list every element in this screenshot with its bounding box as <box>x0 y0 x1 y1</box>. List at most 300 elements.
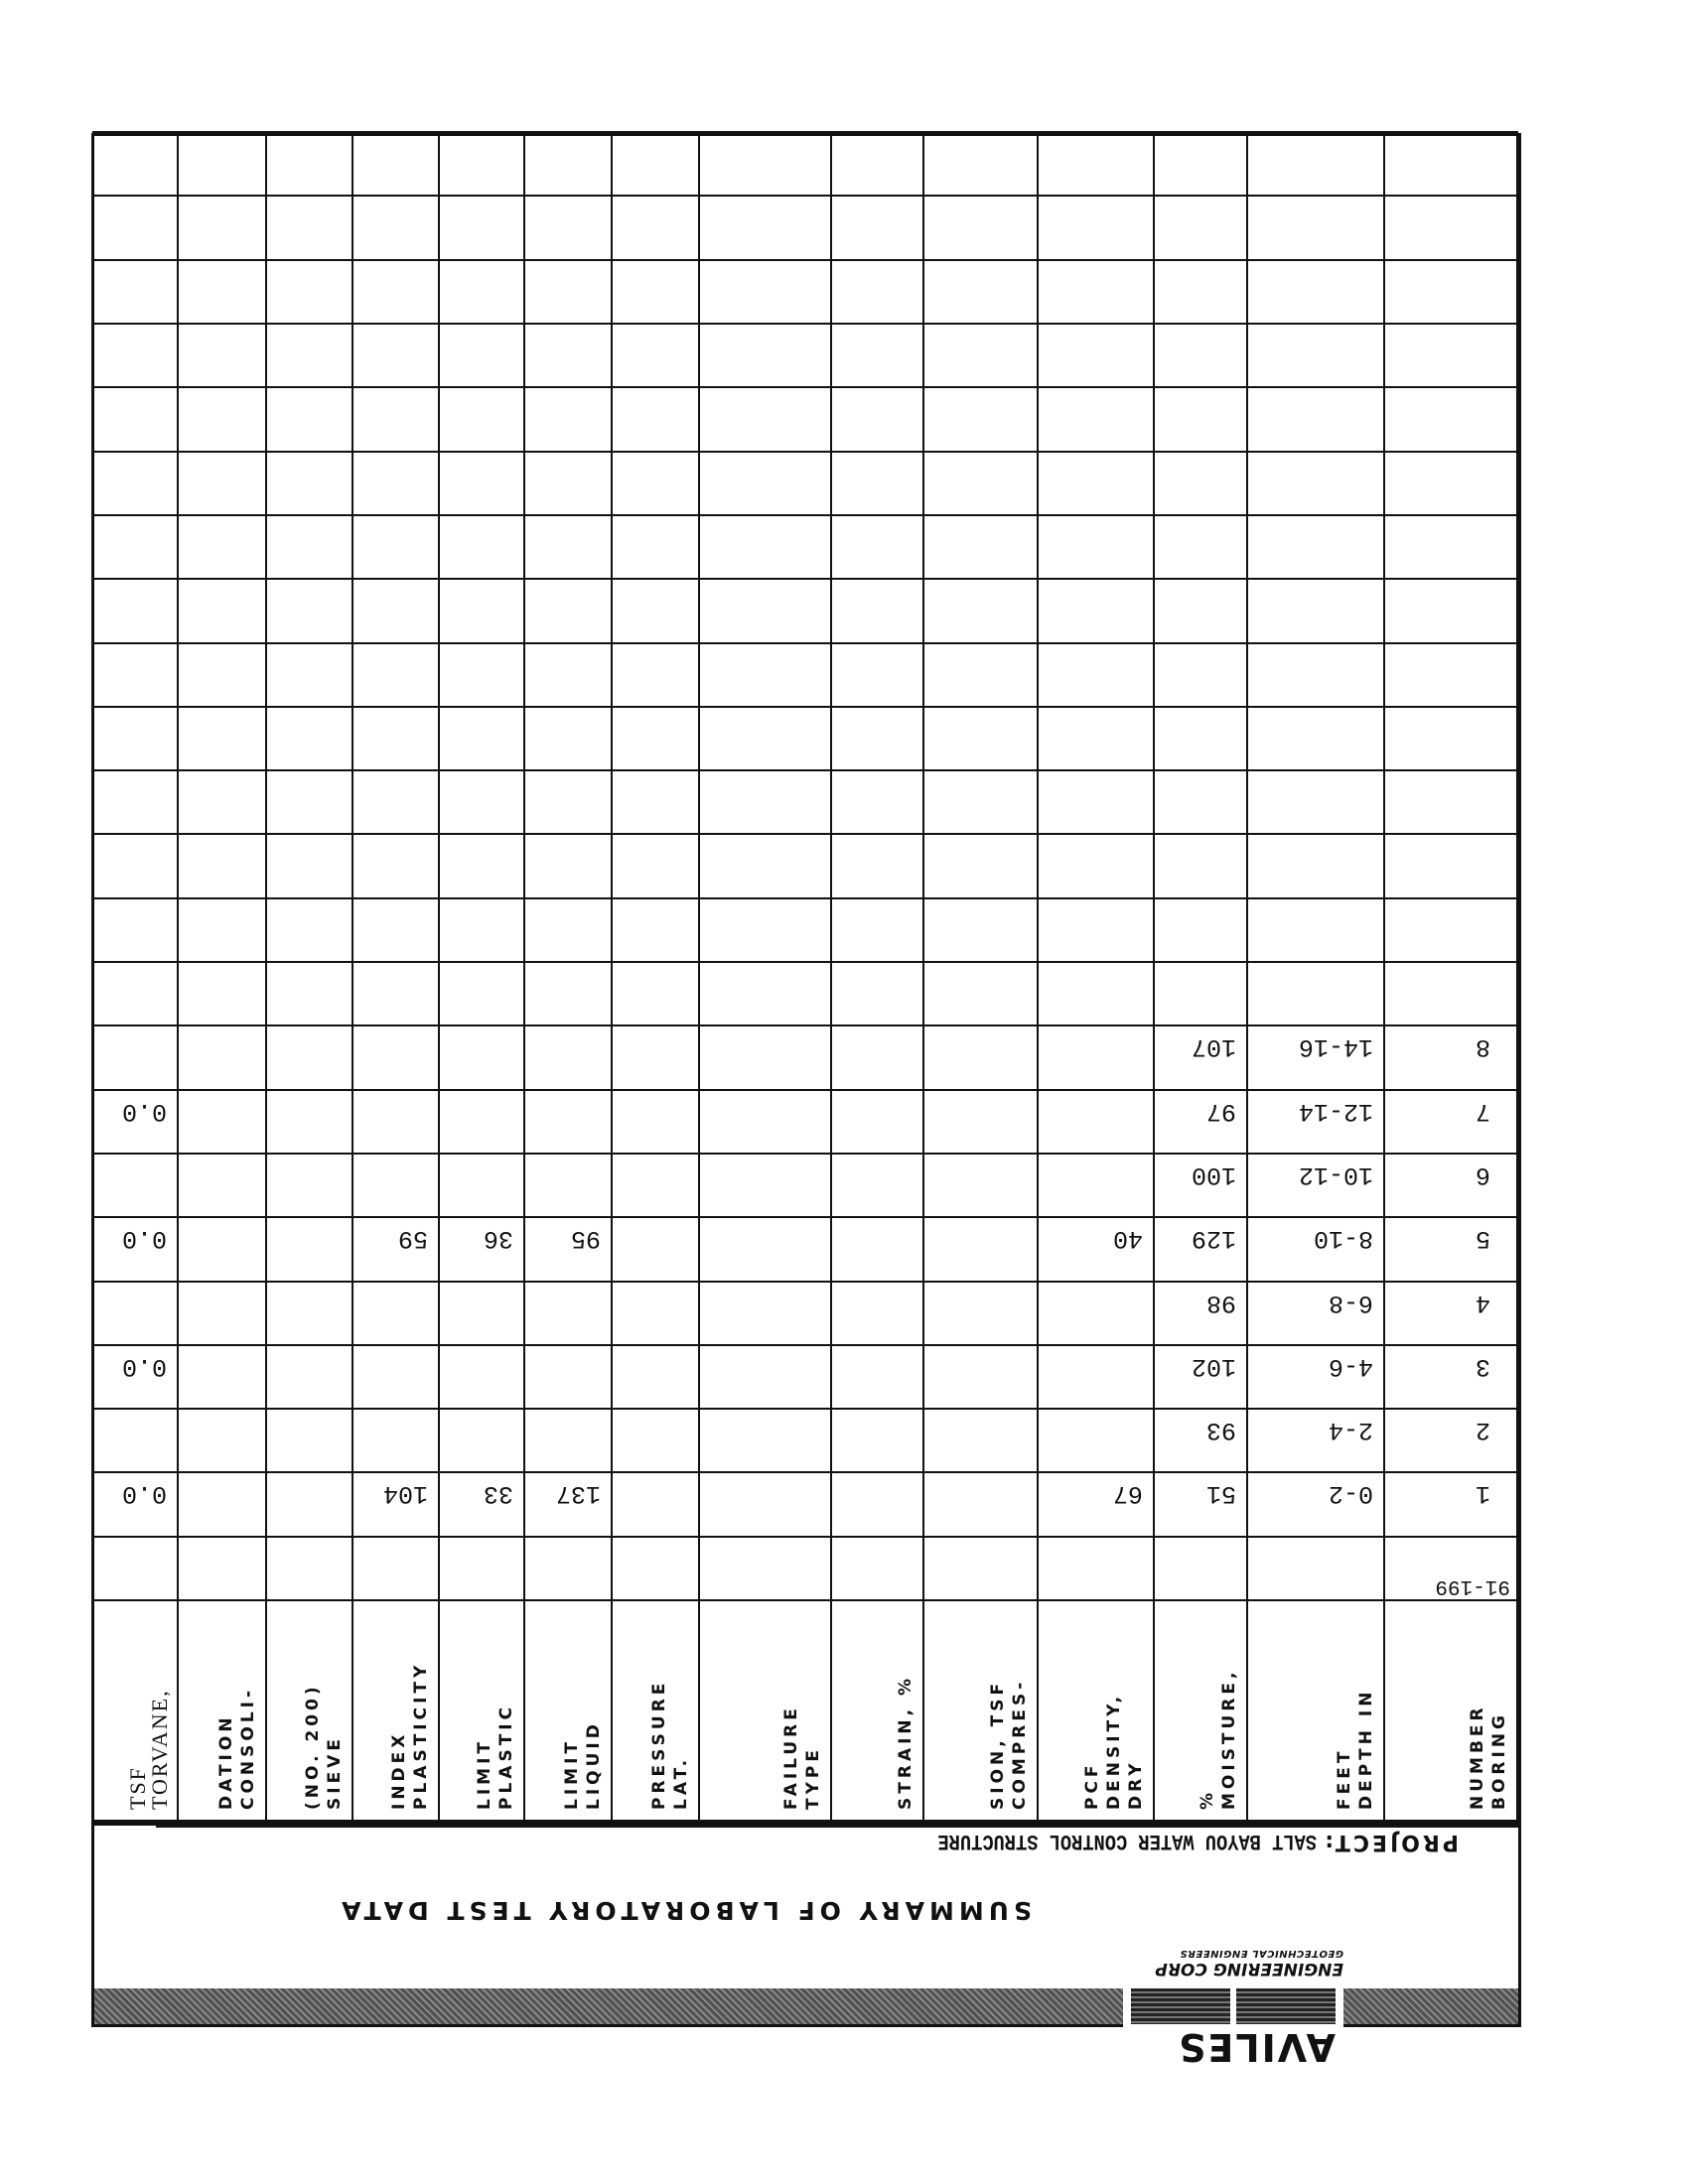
column-header <box>93 1600 178 1821</box>
table-cell <box>352 452 439 515</box>
column-header <box>831 1600 923 1821</box>
table-cell <box>1247 898 1384 962</box>
column-header-label: DRY DENSITY, PCF <box>1082 1692 1146 1810</box>
table-cell: 4-6 <box>1247 1345 1384 1409</box>
table-cell <box>1154 324 1247 387</box>
table-cell <box>352 1345 439 1409</box>
table-cell <box>178 1090 266 1154</box>
table-cell <box>352 196 439 259</box>
table-cell <box>612 1537 699 1600</box>
table-cell <box>93 1154 178 1217</box>
table-cell <box>699 1154 831 1217</box>
table-cell <box>524 1537 612 1600</box>
table-cell <box>1038 579 1154 642</box>
column-header <box>439 1600 524 1821</box>
table-cell <box>923 196 1038 259</box>
table-cell <box>831 1537 923 1600</box>
table-cell <box>178 898 266 962</box>
table-cell <box>524 452 612 515</box>
table-cell <box>1154 643 1247 707</box>
table-cell <box>1384 643 1517 707</box>
table-cell <box>439 387 524 451</box>
table-cell <box>524 324 612 387</box>
table-cell <box>266 1090 352 1154</box>
empty-row <box>93 962 1517 1025</box>
table-cell <box>266 962 352 1025</box>
table-cell <box>352 707 439 770</box>
table-cell <box>1038 834 1154 897</box>
table-cell <box>266 1025 352 1089</box>
empty-row <box>93 452 1517 515</box>
table-cell <box>1154 707 1247 770</box>
table-cell <box>1247 579 1384 642</box>
table-cell <box>923 643 1038 707</box>
table-cell <box>1247 452 1384 515</box>
table-cell <box>1038 1090 1154 1154</box>
table-cell <box>524 770 612 834</box>
table-cell <box>178 387 266 451</box>
table-cell <box>178 1282 266 1345</box>
project-name: SALT BAYOU WATER CONTROL STRUCTURE <box>937 1829 1317 1853</box>
table-cell <box>524 515 612 579</box>
table-cell <box>612 1090 699 1154</box>
table-cell <box>178 834 266 897</box>
column-header <box>1247 1600 1384 1821</box>
table-cell <box>352 643 439 707</box>
table-cell <box>1247 515 1384 579</box>
table-cell <box>699 387 831 451</box>
table-cell <box>439 898 524 962</box>
table-cell <box>93 515 178 579</box>
table-cell <box>524 643 612 707</box>
table-cell <box>439 1537 524 1600</box>
table-cell <box>352 324 439 387</box>
table-cell <box>93 260 178 324</box>
table-cell <box>352 834 439 897</box>
table-cell <box>612 770 699 834</box>
table-cell <box>699 196 831 259</box>
empty-row <box>93 196 1517 259</box>
table-cell <box>612 898 699 962</box>
table-cell <box>266 707 352 770</box>
empty-row <box>93 707 1517 770</box>
table-cell <box>524 196 612 259</box>
table-cell <box>178 707 266 770</box>
table-cell <box>612 1345 699 1409</box>
table-cell <box>1038 132 1154 196</box>
table-cell <box>923 1472 1038 1536</box>
table-cell <box>352 1282 439 1345</box>
table-cell <box>266 1409 352 1472</box>
table-cell <box>93 452 178 515</box>
table-cell <box>831 962 923 1025</box>
column-header <box>612 1600 699 1821</box>
table-cell: 8-10 <box>1247 1217 1384 1281</box>
table-cell <box>699 452 831 515</box>
table-cell <box>831 1282 923 1345</box>
table-cell <box>831 452 923 515</box>
table-cell <box>923 770 1038 834</box>
table-cell <box>1038 387 1154 451</box>
table-cell <box>352 1090 439 1154</box>
table-cell <box>1384 707 1517 770</box>
empty-row <box>93 770 1517 834</box>
table-row <box>93 1409 1517 1472</box>
table-cell <box>1247 770 1384 834</box>
table-cell: 3 <box>1384 1345 1517 1409</box>
table-cell <box>699 1090 831 1154</box>
table-cell <box>178 1472 266 1536</box>
table-cell <box>439 643 524 707</box>
table-cell <box>93 324 178 387</box>
table-cell <box>524 1154 612 1217</box>
column-header-label: LIQUID LIMIT <box>562 1720 604 1810</box>
table-cell <box>923 1025 1038 1089</box>
table-cell <box>1038 962 1154 1025</box>
column-header-label: LAT. PRESSURE <box>649 1679 691 1810</box>
table-cell <box>524 707 612 770</box>
table-cell <box>699 1282 831 1345</box>
column-header-label: STRAIN, % <box>896 1674 916 1810</box>
table-cell: 1 <box>1384 1472 1517 1536</box>
table-cell <box>699 324 831 387</box>
table-row <box>93 1282 1517 1345</box>
column-header-label: TYPE FAILURE <box>781 1705 823 1810</box>
table-cell <box>1038 1409 1154 1472</box>
table-cell <box>93 1025 178 1089</box>
column-header <box>524 1600 612 1821</box>
table-cell <box>1247 643 1384 707</box>
table-cell <box>1384 387 1517 451</box>
table-cell <box>93 1282 178 1345</box>
table-cell <box>1247 1537 1384 1600</box>
table-cell <box>439 132 524 196</box>
table-cell <box>831 1472 923 1536</box>
divider <box>94 1822 1518 1826</box>
table-cell <box>1384 770 1517 834</box>
table-cell <box>923 1217 1038 1281</box>
table-cell <box>1384 898 1517 962</box>
table-cell <box>439 579 524 642</box>
table-cell <box>1038 1537 1154 1600</box>
table-cell: 4 <box>1384 1282 1517 1345</box>
table-cell <box>1038 898 1154 962</box>
table-cell: 12-14 <box>1247 1090 1384 1154</box>
table-cell <box>612 643 699 707</box>
table-cell <box>831 1154 923 1217</box>
table-cell <box>612 196 699 259</box>
column-header <box>1384 1600 1517 1821</box>
table-cell <box>524 1282 612 1345</box>
table-cell <box>612 962 699 1025</box>
column-header-label: CONSOLI- DATION <box>216 1686 258 1810</box>
table-cell <box>439 834 524 897</box>
table-cell <box>266 1345 352 1409</box>
table-cell: 51 <box>1154 1472 1247 1536</box>
table-cell <box>524 260 612 324</box>
project-line <box>871 1829 1459 1855</box>
table-cell <box>524 387 612 451</box>
table-cell <box>266 515 352 579</box>
logo-tagline: GEOTECHNICAL ENGINEERS <box>1180 1948 1343 1959</box>
table-cell <box>439 196 524 259</box>
table-cell <box>923 898 1038 962</box>
table-cell <box>178 962 266 1025</box>
table-cell <box>266 1537 352 1600</box>
table-cell <box>178 324 266 387</box>
table-cell <box>612 260 699 324</box>
table-cell <box>266 770 352 834</box>
table-cell <box>1247 834 1384 897</box>
table-cell: 0.0 <box>93 1472 178 1536</box>
table-cell <box>352 260 439 324</box>
table-cell <box>352 962 439 1025</box>
table-cell <box>612 1025 699 1089</box>
table-cell <box>266 643 352 707</box>
table-cell <box>352 515 439 579</box>
table-cell <box>699 1472 831 1536</box>
table-cell <box>699 707 831 770</box>
empty-row <box>93 898 1517 962</box>
table-cell <box>439 1282 524 1345</box>
table-cell <box>1384 452 1517 515</box>
table-cell <box>1384 324 1517 387</box>
table-cell: 0.0 <box>93 1217 178 1281</box>
empty-row <box>93 260 1517 324</box>
table-cell <box>1038 1282 1154 1345</box>
column-header <box>352 1600 439 1821</box>
table-cell <box>923 579 1038 642</box>
table-cell <box>831 260 923 324</box>
table-cell <box>923 834 1038 897</box>
table-cell <box>524 962 612 1025</box>
table-cell <box>1247 962 1384 1025</box>
table-cell: 5 <box>1384 1217 1517 1281</box>
table-cell <box>831 1345 923 1409</box>
table-cell <box>612 515 699 579</box>
table-cell <box>612 1472 699 1536</box>
table-cell <box>612 834 699 897</box>
table-cell <box>699 898 831 962</box>
logo-emblem-icon <box>1131 1988 1336 2024</box>
table-cell <box>1154 579 1247 642</box>
table-cell <box>439 770 524 834</box>
table-cell <box>93 132 178 196</box>
table-cell <box>524 834 612 897</box>
table-cell <box>1154 834 1247 897</box>
table-cell <box>831 643 923 707</box>
table-row <box>93 1537 1517 1600</box>
table-cell <box>93 196 178 259</box>
table-cell <box>923 1154 1038 1217</box>
project-underline <box>156 1826 1518 1828</box>
table-cell <box>923 1537 1038 1600</box>
table-cell <box>352 1025 439 1089</box>
table-cell <box>1247 324 1384 387</box>
table-cell <box>266 1154 352 1217</box>
table-cell <box>93 387 178 451</box>
table-cell <box>524 1090 612 1154</box>
column-header <box>266 1600 352 1821</box>
table-cell: 14-16 <box>1247 1025 1384 1089</box>
table-cell <box>178 196 266 259</box>
table-cell <box>1154 515 1247 579</box>
table-cell <box>699 770 831 834</box>
table-cell <box>1154 132 1247 196</box>
table-cell: 6 <box>1384 1154 1517 1217</box>
table-cell <box>1384 260 1517 324</box>
table-cell <box>352 1154 439 1217</box>
column-header-label: COMPRES- SION, TSF <box>988 1678 1030 1810</box>
logo-company-name: ENGINEERING CORP <box>1155 1959 1343 1979</box>
table-cell <box>178 1154 266 1217</box>
table-cell <box>524 1409 612 1472</box>
table-cell <box>699 132 831 196</box>
table-row <box>93 1472 1517 1536</box>
table-cell <box>352 770 439 834</box>
table-cell <box>831 579 923 642</box>
table-cell <box>1038 1154 1154 1217</box>
header-row <box>93 1600 1517 1821</box>
table-cell <box>266 387 352 451</box>
table-row <box>93 1090 1517 1154</box>
document-title: SUMMARY OF LABORATORY TEST DATA <box>337 1896 1032 1925</box>
table-cell <box>178 1409 266 1472</box>
table-cell <box>923 324 1038 387</box>
table-cell <box>1154 260 1247 324</box>
table-cell <box>1038 324 1154 387</box>
table-row <box>93 1217 1517 1281</box>
table-cell <box>923 962 1038 1025</box>
table-cell: 104 <box>352 1472 439 1536</box>
table-cell: 40 <box>1038 1217 1154 1281</box>
table-cell <box>831 1025 923 1089</box>
table-cell: 6-8 <box>1247 1282 1384 1345</box>
table-cell <box>699 643 831 707</box>
column-header-label: MOISTURE, % <box>1198 1668 1239 1810</box>
table-cell <box>923 515 1038 579</box>
table-cell <box>93 1409 178 1472</box>
table-cell <box>612 707 699 770</box>
empty-row <box>93 834 1517 897</box>
table-cell: 0.0 <box>93 1090 178 1154</box>
table-cell <box>612 452 699 515</box>
table-cell: 36 <box>439 1217 524 1281</box>
table-cell <box>923 1409 1038 1472</box>
table-cell: 2 <box>1384 1409 1517 1472</box>
lab-test-table <box>92 131 1518 1822</box>
table-cell <box>352 1409 439 1472</box>
empty-row <box>93 387 1517 451</box>
table-cell <box>178 515 266 579</box>
table-cell <box>831 834 923 897</box>
column-header <box>178 1600 266 1821</box>
table-cell <box>178 643 266 707</box>
table-cell <box>178 1345 266 1409</box>
table-cell <box>831 387 923 451</box>
table-cell <box>1384 579 1517 642</box>
column-header <box>699 1600 831 1821</box>
table-cell <box>1154 1537 1247 1600</box>
table-cell: 97 <box>1154 1090 1247 1154</box>
table-cell <box>831 770 923 834</box>
table-cell <box>93 1537 178 1600</box>
table-cell <box>178 1217 266 1281</box>
table-cell <box>1154 387 1247 451</box>
table-cell <box>831 132 923 196</box>
column-header-label: DEPTH IN FEET <box>1335 1688 1376 1810</box>
table-cell <box>699 1217 831 1281</box>
column-header <box>923 1600 1038 1821</box>
table-cell <box>93 579 178 642</box>
table-cell <box>1384 132 1517 196</box>
table-cell <box>1154 898 1247 962</box>
table-cell <box>1038 260 1154 324</box>
table-cell: 8 <box>1384 1025 1517 1089</box>
table-cell <box>699 579 831 642</box>
table-cell <box>178 1537 266 1600</box>
table-cell <box>352 132 439 196</box>
column-header-label: PLASTICITY INDEX <box>389 1661 431 1810</box>
table-cell <box>266 1472 352 1536</box>
table-cell <box>699 1409 831 1472</box>
table-cell <box>266 324 352 387</box>
table-cell <box>439 324 524 387</box>
table-cell <box>1384 515 1517 579</box>
column-header-label: TORVANE, TSF <box>125 1689 172 1810</box>
table-cell: 129 <box>1154 1217 1247 1281</box>
table-row <box>93 1345 1517 1409</box>
table-cell <box>923 452 1038 515</box>
table-cell: 107 <box>1154 1025 1247 1089</box>
logo-wordmark: AVILES <box>1177 2025 1336 2069</box>
table-cell <box>1154 770 1247 834</box>
table-cell <box>1154 196 1247 259</box>
empty-row <box>93 132 1517 196</box>
table-cell <box>1038 1345 1154 1409</box>
table-cell <box>352 387 439 451</box>
table-cell <box>1154 962 1247 1025</box>
table-cell <box>439 260 524 324</box>
table-cell <box>93 898 178 962</box>
table-cell <box>699 1025 831 1089</box>
table-cell: 0.0 <box>93 1345 178 1409</box>
table-cell <box>1038 196 1154 259</box>
table-cell: 0-2 <box>1247 1472 1384 1536</box>
table-cell <box>1247 132 1384 196</box>
table-cell <box>266 452 352 515</box>
table-cell <box>1038 515 1154 579</box>
table-cell <box>612 1217 699 1281</box>
table-cell <box>93 707 178 770</box>
table-cell <box>1384 962 1517 1025</box>
table-cell <box>352 579 439 642</box>
table-cell <box>923 707 1038 770</box>
table-cell <box>612 1282 699 1345</box>
table-cell <box>352 898 439 962</box>
column-header-label: SIEVE (NO. 200) <box>303 1683 345 1810</box>
company-logo <box>1123 1988 1343 2068</box>
column-header <box>1154 1600 1247 1821</box>
table-cell <box>831 898 923 962</box>
table-cell <box>93 834 178 897</box>
table-cell <box>699 515 831 579</box>
table-cell <box>699 260 831 324</box>
table-cell <box>923 387 1038 451</box>
table-cell <box>524 132 612 196</box>
table-cell <box>266 579 352 642</box>
table-cell <box>439 452 524 515</box>
